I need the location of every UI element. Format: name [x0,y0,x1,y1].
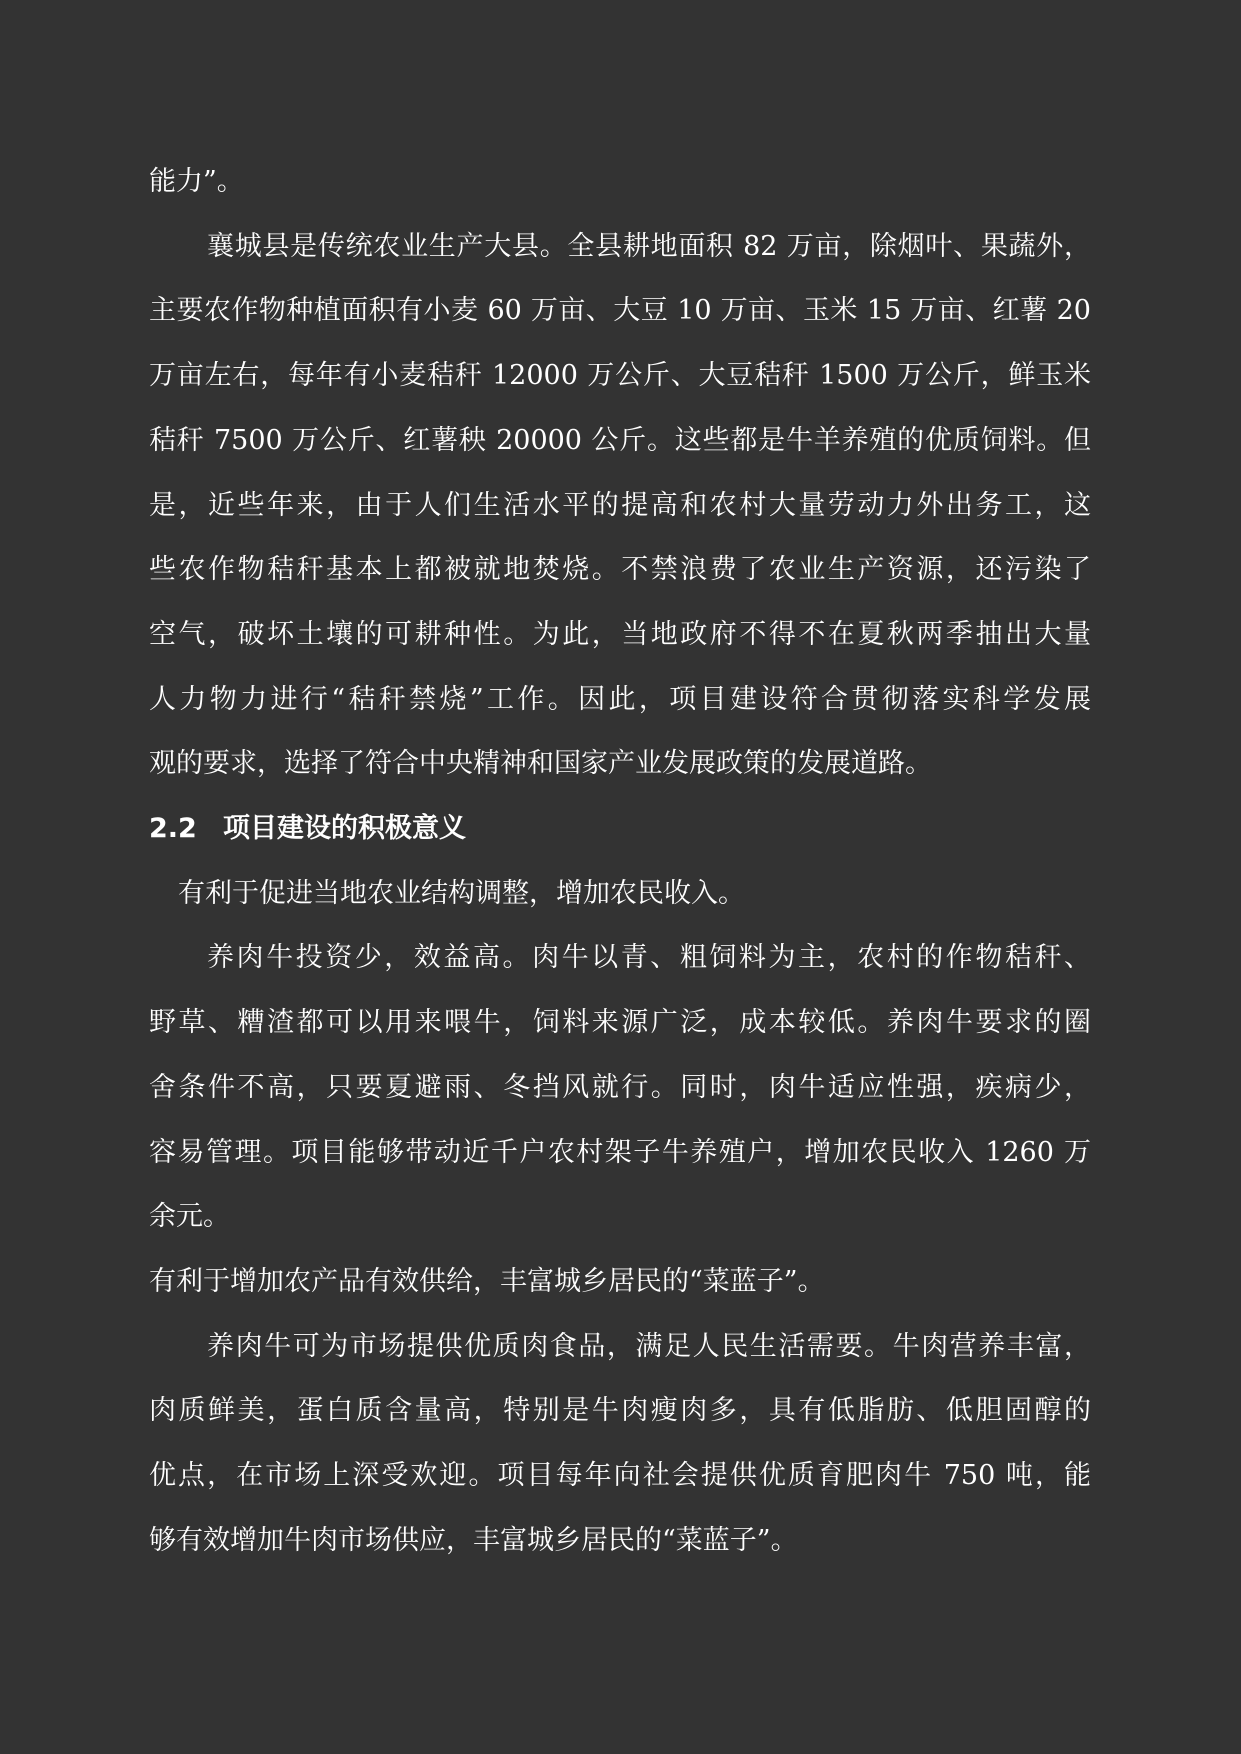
text-line: 些农作物秸秆基本上都被就地焚烧。不禁浪费了农业生产资源，还污染了 [149,554,1091,586]
intro-paragraph [149,150,1091,215]
text-line: 是，近些年来，由于人们生活水平的提高和农村大量劳动力外出务工，这 [149,489,1091,521]
section-title: 项目建设的积极意义 [223,813,466,845]
section-heading [149,797,1091,862]
text-line: 肉质鲜美，蛋白质含量高，特别是牛肉瘦肉多，具有低脂肪、低胆固醇的 [149,1395,1091,1427]
text-line: 余元。 [149,1201,230,1233]
text-line: 够有效增加牛肉市场供应，丰富城乡居民的“菜蓝子”。 [149,1524,798,1556]
section-number: 2.2 [149,813,197,845]
text-line: 秸秆 7500 万公斤、红薯秧 20000 公斤。这些都是牛羊养殖的优质饲料。但 [149,424,1091,456]
text-line: 能力”。 [149,166,244,197]
text-line: 舍条件不高，只要夏避雨、冬挡风就行。同时，肉牛适应性强，疾病少， [149,1071,1091,1103]
income-point [149,862,1091,1250]
document-page [149,150,1091,1573]
text-line: 养肉牛投资少，效益高。肉牛以青、粗饲料为主，农村的作物秸秆、 [207,942,1091,974]
point-heading: 有利于促进当地农业结构调整，增加农民收入。 [178,877,745,909]
text-line: 养肉牛可为市场提供优质肉食品，满足人民生活需要。牛肉营养丰富， [207,1330,1091,1362]
text-line: 容易管理。项目能够带动近千户农村架子牛养殖户，增加农民收入 1260 万 [149,1136,1091,1168]
xiangcheng-paragraph [149,215,1091,797]
point-heading: 有利于增加农产品有效供给，丰富城乡居民的“菜蓝子”。 [149,1265,825,1297]
text-line: 野草、糟渣都可以用来喂牛，饲料来源广泛，成本较低。养肉牛要求的圈 [149,1007,1091,1039]
text-line: 主要农作物种植面积有小麦 60 万亩、大豆 10 万亩、玉米 15 万亩、红薯 20 [149,295,1091,327]
supply-point [149,1250,1091,1574]
text-line: 万亩左右，每年有小麦秸秆 12000 万公斤、大豆秸秆 1500 万公斤，鲜玉米 [149,360,1091,392]
text-line: 观的要求，选择了符合中央精神和国家产业发展政策的发展道路。 [149,748,932,780]
text-line: 优点，在市场上深受欢迎。项目每年向社会提供优质育肥肉牛 750 吨，能 [149,1460,1091,1492]
text-line: 空气，破坏土壤的可耕种性。为此，当地政府不得不在夏秋两季抽出大量 [149,618,1091,650]
text-line: 人力物力进行“秸秆禁烧”工作。因此，项目建设符合贯彻落实科学发展 [149,683,1091,715]
text-line: 襄城县是传统农业生产大县。全县耕地面积 82 万亩，除烟叶、果蔬外， [207,230,1091,262]
